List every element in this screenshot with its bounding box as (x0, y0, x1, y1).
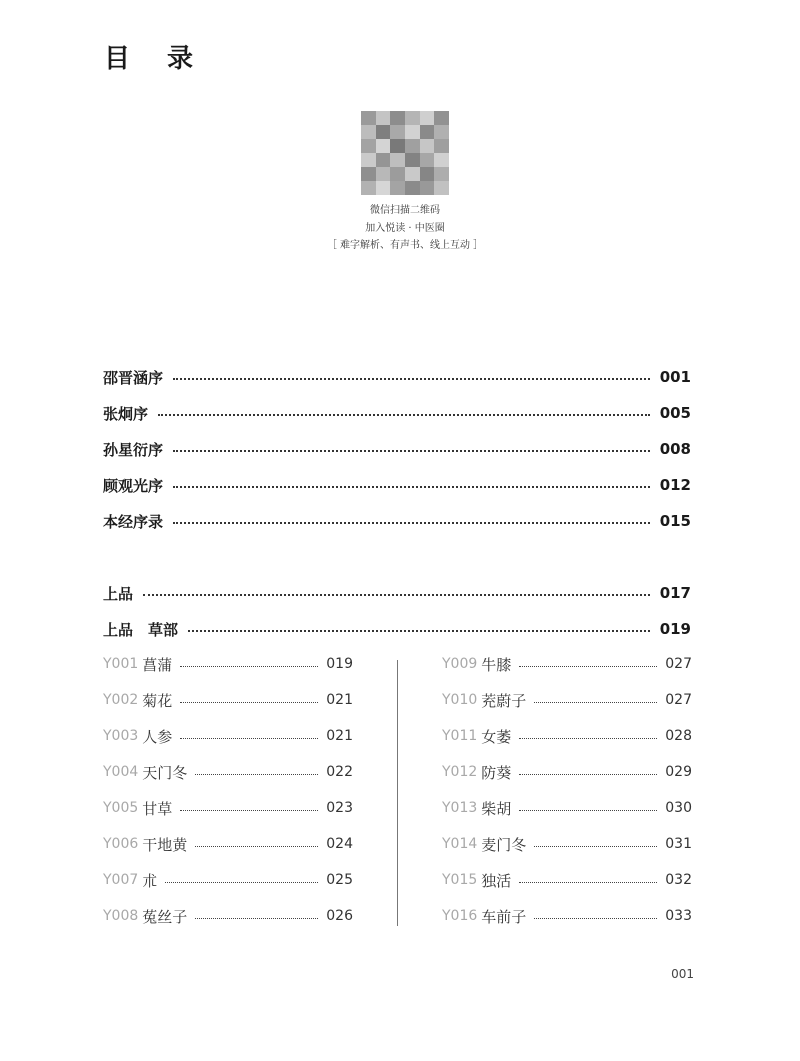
herb-code: Y013 (442, 800, 478, 816)
herb-page: 021 (326, 692, 353, 708)
qr-caption-line3: ［ 难字解析、有声书、线上互动 ］ (326, 240, 484, 251)
herb-name: 人参 (142, 727, 173, 746)
toc-entry-preface-2[interactable] (103, 403, 691, 423)
toc-herb-entry[interactable] (442, 906, 692, 926)
leader-dots (534, 846, 657, 847)
toc-entry-page: 015 (659, 512, 691, 530)
leader-dots (519, 810, 657, 811)
herb-name: 独活 (481, 871, 512, 890)
toc-section-1[interactable] (103, 583, 691, 603)
toc-entry-preface-3[interactable] (103, 439, 691, 459)
qr-caption-line2: 加入悦读 · 中医圈 (365, 223, 445, 234)
herb-code: Y004 (103, 764, 139, 780)
toc-section-page: 019 (659, 620, 691, 638)
toc-entry-label: 孙星衍序 (103, 440, 164, 459)
leader-dots (534, 702, 657, 703)
toc-section-label: 上品 草部 (103, 620, 179, 639)
leader-dots (195, 846, 318, 847)
herb-name: 防葵 (481, 763, 512, 782)
toc-entry-label: 张炯序 (103, 404, 149, 423)
toc-herb-entry[interactable] (103, 654, 353, 674)
herb-name: 干地黄 (142, 835, 188, 854)
herb-name: 甘草 (142, 799, 173, 818)
herb-code: Y008 (103, 908, 139, 924)
leader-dots (180, 738, 318, 739)
herb-page: 027 (665, 692, 692, 708)
leader-dots (143, 594, 650, 596)
herb-page: 026 (326, 908, 353, 924)
herb-code: Y007 (103, 872, 139, 888)
herb-name: 女萎 (481, 727, 512, 746)
toc-herb-entry[interactable] (442, 834, 692, 854)
page-title: 目 录 (104, 44, 208, 74)
herb-name: 菟丝子 (142, 907, 188, 926)
leader-dots (519, 738, 657, 739)
herb-page: 022 (326, 764, 353, 780)
toc-herb-entry[interactable] (442, 726, 692, 746)
herb-page: 021 (326, 728, 353, 744)
herb-page: 032 (665, 872, 692, 888)
herb-page: 033 (665, 908, 692, 924)
toc-herb-entry[interactable] (103, 870, 353, 890)
toc-herb-entry[interactable] (442, 690, 692, 710)
toc-herb-entry[interactable] (103, 798, 353, 818)
leader-dots (173, 378, 650, 380)
herb-code: Y003 (103, 728, 139, 744)
herb-page: 019 (326, 656, 353, 672)
leader-dots (519, 882, 657, 883)
toc-herb-entry[interactable] (442, 762, 692, 782)
herb-code: Y014 (442, 836, 478, 852)
herb-name: 茺蔚子 (481, 691, 527, 710)
toc-entry-label: 顾观光序 (103, 476, 164, 495)
toc-herb-entry[interactable] (442, 654, 692, 674)
herb-code: Y015 (442, 872, 478, 888)
toc-entry-page: 008 (659, 440, 691, 458)
herb-code: Y001 (103, 656, 139, 672)
herb-page: 029 (665, 764, 692, 780)
toc-section-page: 017 (659, 584, 691, 602)
toc-entry-preface-5[interactable] (103, 511, 691, 531)
herb-name: 菖蒲 (142, 655, 173, 674)
herb-name: 菊花 (142, 691, 173, 710)
leader-dots (534, 918, 657, 919)
herb-code: Y010 (442, 692, 478, 708)
herb-code: Y009 (442, 656, 478, 672)
toc-herb-entry[interactable] (103, 906, 353, 926)
leader-dots (519, 666, 657, 667)
herb-page: 028 (665, 728, 692, 744)
herb-page: 031 (665, 836, 692, 852)
toc-herb-entry[interactable] (442, 798, 692, 818)
qr-caption-line1: 微信扫描二维码 (370, 205, 440, 216)
toc-herb-entry[interactable] (103, 762, 353, 782)
leader-dots (188, 630, 650, 632)
herb-name: 车前子 (481, 907, 527, 926)
herb-name: 麦门冬 (481, 835, 527, 854)
herb-name: 朮 (142, 871, 158, 890)
toc-herb-entry[interactable] (103, 690, 353, 710)
qr-code-image[interactable] (361, 111, 449, 195)
leader-dots (165, 882, 318, 883)
herb-code: Y011 (442, 728, 478, 744)
toc-herb-entry[interactable] (103, 834, 353, 854)
toc-section-2[interactable] (103, 619, 691, 639)
leader-dots (173, 486, 650, 488)
herb-page: 025 (326, 872, 353, 888)
leader-dots (180, 666, 318, 667)
herb-page: 024 (326, 836, 353, 852)
herb-page: 027 (665, 656, 692, 672)
herb-code: Y012 (442, 764, 478, 780)
herb-name: 柴胡 (481, 799, 512, 818)
leader-dots (180, 702, 318, 703)
herb-code: Y002 (103, 692, 139, 708)
leader-dots (519, 774, 657, 775)
herb-name: 天门冬 (142, 763, 188, 782)
herb-code: Y016 (442, 908, 478, 924)
toc-entry-preface-1[interactable] (103, 367, 691, 387)
herb-code: Y006 (103, 836, 139, 852)
footer-page-number: 001 (671, 967, 694, 981)
herb-code: Y005 (103, 800, 139, 816)
toc-herb-entry[interactable] (442, 870, 692, 890)
toc-entry-preface-4[interactable] (103, 475, 691, 495)
leader-dots (195, 774, 318, 775)
leader-dots (195, 918, 318, 919)
toc-herb-entry[interactable] (103, 726, 353, 746)
toc-entry-page: 012 (659, 476, 691, 494)
toc-entry-page: 001 (659, 368, 691, 386)
toc-entry-page: 005 (659, 404, 691, 422)
herb-name: 牛膝 (481, 655, 512, 674)
leader-dots (173, 450, 650, 452)
toc-section-label: 上品 (103, 584, 134, 603)
leader-dots (158, 414, 650, 416)
herb-page: 030 (665, 800, 692, 816)
herb-page: 023 (326, 800, 353, 816)
column-divider (397, 660, 398, 926)
leader-dots (173, 522, 650, 524)
toc-entry-label: 本经序录 (103, 512, 164, 531)
toc-entry-label: 邵晋涵序 (103, 368, 164, 387)
leader-dots (180, 810, 318, 811)
